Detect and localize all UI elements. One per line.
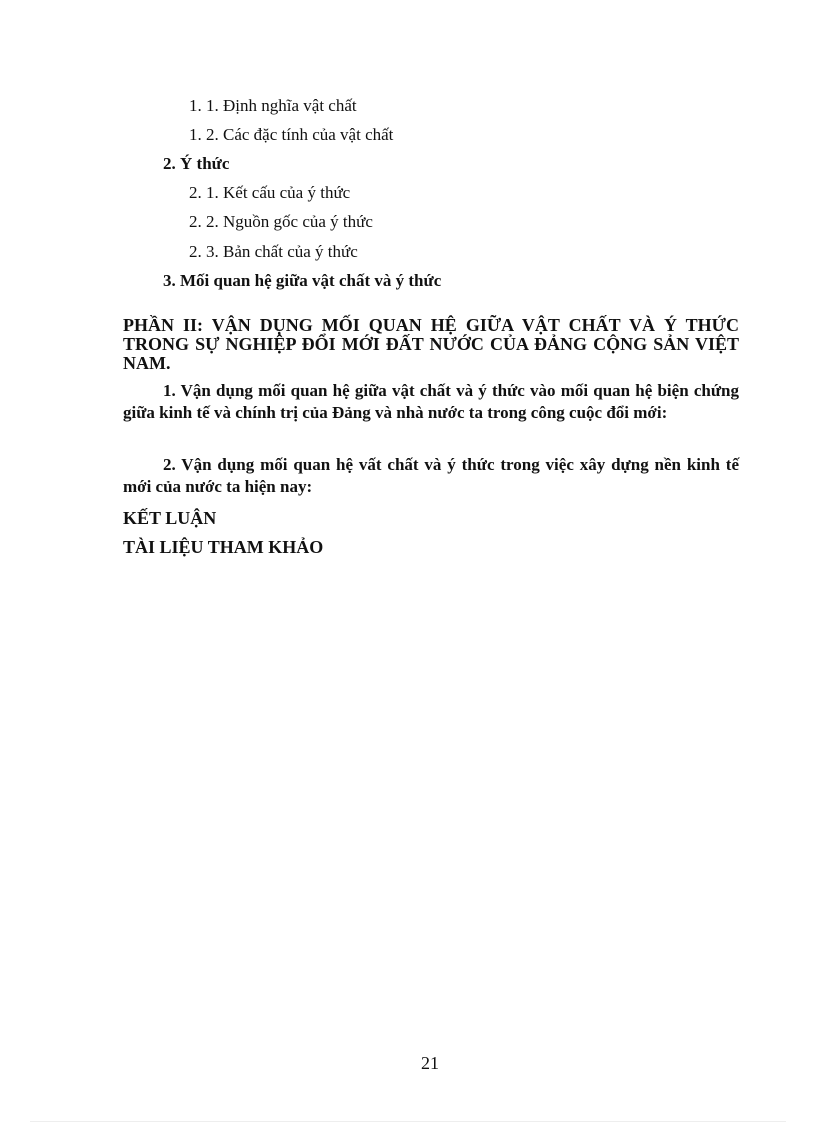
part2-item-2-text: 2. Vận dụng mối quan hệ vất chất và ý thức trong việc xây dựng nền kinh tế mới của nước ta hiện nay: — [123, 455, 739, 496]
references-heading: TÀI LIỆU THAM KHẢO — [123, 537, 324, 557]
conclusion-heading: KẾT LUẬN — [123, 508, 217, 528]
part2-item-1-text: 1. Vận dụng mối quan hệ giữa vật chất và ý thức vào mối quan hệ biện chứng giữa kinh tế và chính trị của Đảng và nhà nước ta trong công cuộc đổi mới: — [123, 381, 739, 422]
part2-item-2 — [123, 454, 739, 498]
toc-section-3: 3. Mối quan hệ giữa vật chất và ý thức — [163, 271, 442, 290]
page-number: 21 — [421, 1053, 439, 1073]
toc-item-1-2: 1. 2. Các đặc tính của vật chất — [189, 125, 394, 144]
page-bottom-edge — [30, 1121, 786, 1122]
part2-item-1 — [123, 380, 739, 424]
toc-item-2-3: 2. 3. Bản chất của ý thức — [189, 242, 358, 261]
toc-item-2-1: 2. 1. Kết cấu của ý thức — [189, 183, 351, 202]
toc-item-2-2: 2. 2. Nguồn gốc của ý thức — [189, 212, 373, 231]
part2-heading: PHẦN II: VẬN DỤNG MỐI QUAN HỆ GIỮA VẬT CHẤT VÀ Ý THỨC TRONG SỰ NGHIỆP ĐỔI MỚI ĐẤT NƯỚC CỦA ĐẢNG CỘNG SẢN VIỆT NAM. — [123, 315, 739, 373]
toc-item-1-1: 1. 1. Định nghĩa vật chất — [189, 96, 357, 115]
toc-section-2: 2. Ý thức — [163, 154, 230, 173]
